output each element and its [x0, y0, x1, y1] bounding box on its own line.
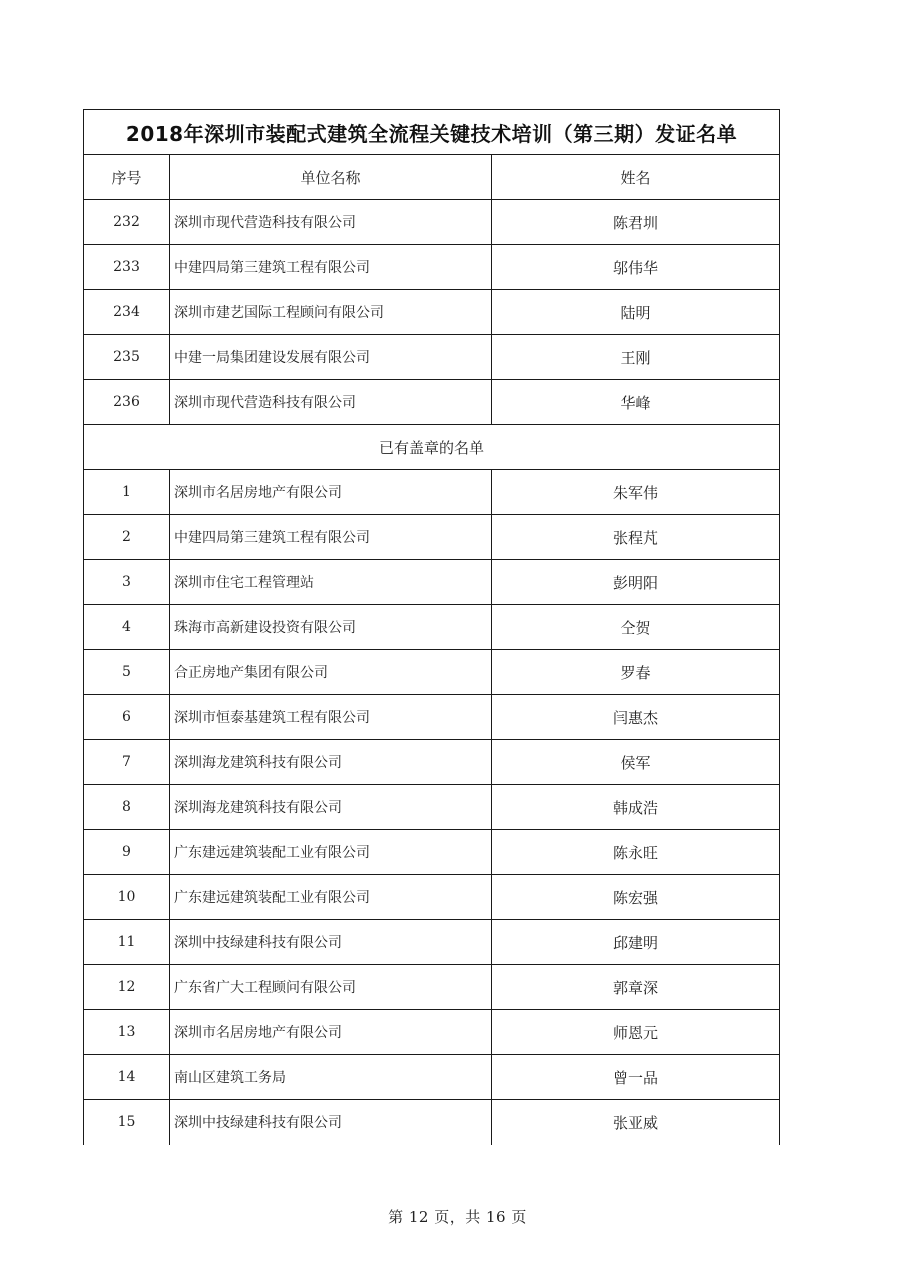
row-number: 236 [84, 380, 170, 425]
row-number: 232 [84, 200, 170, 245]
row-name: 曾一品 [492, 1055, 780, 1100]
row-unit: 深圳中技绿建科技有限公司 [170, 1100, 492, 1145]
table-row [84, 245, 780, 290]
row-number: 234 [84, 290, 170, 335]
row-name: 彭明阳 [492, 560, 780, 605]
row-number: 12 [84, 965, 170, 1010]
section-label: 已有盖章的名单 [84, 425, 780, 470]
header-no: 序号 [84, 155, 170, 200]
header-row [84, 155, 780, 200]
row-unit: 深圳市恒泰基建筑工程有限公司 [170, 695, 492, 740]
table-row [84, 740, 780, 785]
table-row [84, 875, 780, 920]
row-number: 14 [84, 1055, 170, 1100]
table-row [84, 965, 780, 1010]
table-row [84, 335, 780, 380]
row-number: 10 [84, 875, 170, 920]
row-number: 8 [84, 785, 170, 830]
row-unit: 深圳市现代营造科技有限公司 [170, 380, 492, 425]
page-footer: 第 12 页，共 16 页 [388, 1208, 527, 1226]
row-name: 邱建明 [492, 920, 780, 965]
table-row [84, 920, 780, 965]
row-name: 郭章深 [492, 965, 780, 1010]
table-row [84, 1055, 780, 1100]
row-unit: 深圳市住宅工程管理站 [170, 560, 492, 605]
row-number: 5 [84, 650, 170, 695]
table-row [84, 605, 780, 650]
table-row [84, 560, 780, 605]
table-row [84, 200, 780, 245]
table-row [84, 830, 780, 875]
row-name: 王刚 [492, 335, 780, 380]
table-row [84, 470, 780, 515]
row-unit: 广东建远建筑装配工业有限公司 [170, 875, 492, 920]
row-unit: 珠海市高新建设投资有限公司 [170, 605, 492, 650]
row-number: 1 [84, 470, 170, 515]
row-unit: 深圳海龙建筑科技有限公司 [170, 740, 492, 785]
row-name: 陈永旺 [492, 830, 780, 875]
row-name: 仝贺 [492, 605, 780, 650]
row-number: 235 [84, 335, 170, 380]
row-name: 陈君圳 [492, 200, 780, 245]
row-name: 韩成浩 [492, 785, 780, 830]
row-unit: 深圳中技绿建科技有限公司 [170, 920, 492, 965]
table-title: 2018年深圳市装配式建筑全流程关键技术培训（第三期）发证名单 [84, 110, 780, 155]
row-unit: 中建四局第三建筑工程有限公司 [170, 245, 492, 290]
row-name: 侯军 [492, 740, 780, 785]
row-name: 师恩元 [492, 1010, 780, 1055]
row-number: 233 [84, 245, 170, 290]
row-unit: 深圳市建艺国际工程顾问有限公司 [170, 290, 492, 335]
row-number: 4 [84, 605, 170, 650]
row-name: 陆明 [492, 290, 780, 335]
table-row [84, 380, 780, 425]
row-unit: 南山区建筑工务局 [170, 1055, 492, 1100]
row-unit: 中建四局第三建筑工程有限公司 [170, 515, 492, 560]
row-name: 华峰 [492, 380, 780, 425]
row-number: 11 [84, 920, 170, 965]
row-unit: 深圳海龙建筑科技有限公司 [170, 785, 492, 830]
row-number: 9 [84, 830, 170, 875]
header-name: 姓名 [492, 155, 780, 200]
row-name: 闫惠杰 [492, 695, 780, 740]
table-row [84, 695, 780, 740]
header-unit: 单位名称 [170, 155, 492, 200]
row-number: 13 [84, 1010, 170, 1055]
row-number: 6 [84, 695, 170, 740]
table-row [84, 515, 780, 560]
row-unit: 深圳市名居房地产有限公司 [170, 1010, 492, 1055]
table-row [84, 1010, 780, 1055]
row-name: 罗春 [492, 650, 780, 695]
row-number: 7 [84, 740, 170, 785]
row-unit: 深圳市名居房地产有限公司 [170, 470, 492, 515]
table-row [84, 290, 780, 335]
row-name: 陈宏强 [492, 875, 780, 920]
title-row [84, 110, 780, 155]
row-name: 张程芃 [492, 515, 780, 560]
row-name: 朱军伟 [492, 470, 780, 515]
table-row [84, 785, 780, 830]
row-unit: 合正房地产集团有限公司 [170, 650, 492, 695]
row-name: 张亚威 [492, 1100, 780, 1145]
row-unit: 深圳市现代营造科技有限公司 [170, 200, 492, 245]
row-number: 2 [84, 515, 170, 560]
row-name: 邬伟华 [492, 245, 780, 290]
table-row [84, 1100, 780, 1145]
table-row [84, 650, 780, 695]
row-unit: 广东建远建筑装配工业有限公司 [170, 830, 492, 875]
certificate-list-table [83, 109, 780, 1145]
row-unit: 中建一局集团建设发展有限公司 [170, 335, 492, 380]
section-row [84, 425, 780, 470]
row-number: 15 [84, 1100, 170, 1145]
row-unit: 广东省广大工程顾问有限公司 [170, 965, 492, 1010]
row-number: 3 [84, 560, 170, 605]
